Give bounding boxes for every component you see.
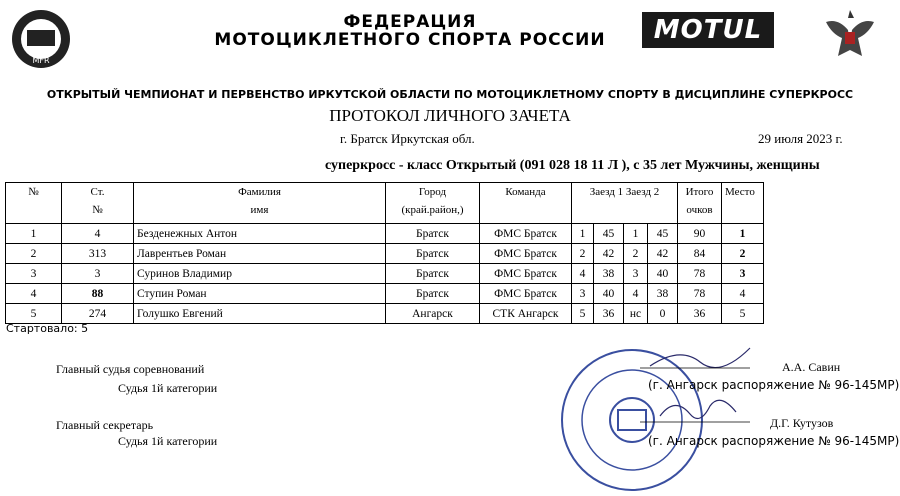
- started-count: Стартовало: 5: [6, 322, 89, 335]
- judge-category: Судья 1й категории: [118, 381, 218, 395]
- header-name: Фамилия имя: [134, 183, 386, 224]
- judge-title: Главный судья соревнований: [56, 362, 205, 376]
- judge-note: (г. Ангарск распоряжение № 96-145МР): [648, 378, 900, 392]
- table-row: 1 4 Безденежных Антон Братск ФМС Братск 1 45 1 45 90 1: [6, 224, 764, 244]
- table-row: 2 313 Лаврентьев Роман Братск ФМС Братск 2 42 2 42 84 2: [6, 244, 764, 264]
- table-row: 4 88 Ступин Роман Братск ФМС Братск 3 40 4 38 78 4: [6, 284, 764, 304]
- class-line: суперкросс - класс Открытый (091 028 18 11 Л ), с 35 лет Мужчины, женщины: [325, 158, 820, 173]
- motul-logo: MOTUL: [642, 12, 774, 48]
- table-header-row: [6, 183, 764, 224]
- header-team: Команда: [480, 183, 572, 224]
- championship-title: ОТКРЫТЫЙ ЧЕМПИОНАТ И ПЕРВЕНСТВО ИРКУТСКОЙ ОБЛАСТИ ПО МОТОЦИКЛЕТНОМУ СПОРТУ В ДИСЦИПЛИНЕ СУПЕРКРОСС: [46, 88, 854, 101]
- date: 29 июля 2023 г.: [758, 131, 843, 146]
- svg-text:MFR: MFR: [32, 56, 50, 65]
- table-row: 3 3 Суринов Владимир Братск ФМС Братск 4 38 3 40 78 3: [6, 264, 764, 284]
- eagle-emblem-icon: [818, 4, 882, 68]
- header-total: Итого очков: [678, 183, 722, 224]
- header-start-no: Ст. №: [62, 183, 134, 224]
- federation-title-line2: МОТОЦИКЛЕТНОГО СПОРТА РОССИИ: [214, 30, 606, 50]
- secretary-title: Главный секретарь: [56, 418, 154, 432]
- place: г. Братск Иркутская обл.: [340, 131, 475, 146]
- protocol-title: ПРОТОКОЛ ЛИЧНОГО ЗАЧЕТА: [329, 106, 571, 125]
- secretary-category: Судья 1й категории: [118, 434, 218, 448]
- secretary-note: (г. Ангарск распоряжение № 96-145МР): [648, 434, 900, 448]
- federation-title-line1: ФЕДЕРАЦИЯ: [343, 12, 477, 32]
- header-num: №: [6, 183, 62, 224]
- table-row: 5 274 Голушко Евгений Ангарск СТК Ангарск 5 36 нс 0 36 5: [6, 304, 764, 324]
- judge-name: А.А. Савин: [782, 360, 841, 374]
- header-city: Город (край.район,): [386, 183, 480, 224]
- header-place: Место: [722, 183, 764, 224]
- header-heats: Заезд 1 Заезд 2: [572, 183, 678, 224]
- secretary-name: Д.Г. Кутузов: [770, 416, 834, 430]
- results-table: [5, 182, 764, 324]
